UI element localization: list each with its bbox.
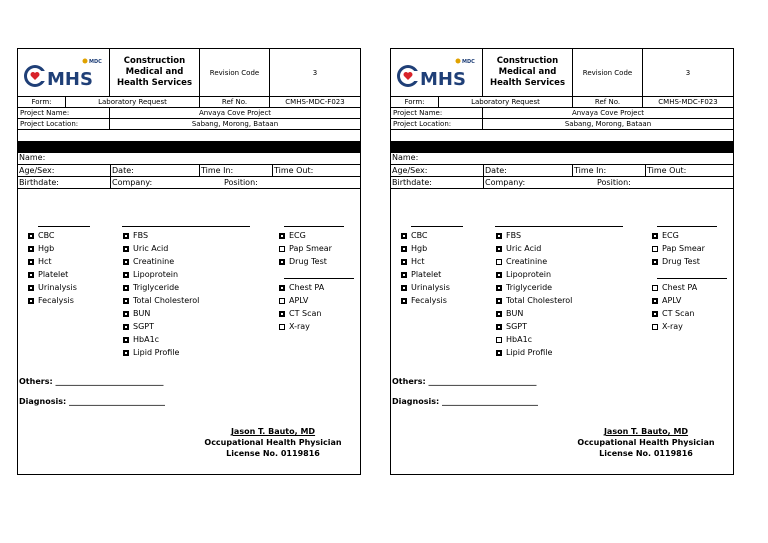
checkbox-icon[interactable] [28, 246, 34, 252]
ref-label: Ref No. [200, 97, 270, 107]
checkbox-icon[interactable] [123, 272, 129, 278]
form-value: Laboratory Request [439, 97, 573, 107]
checkbox-icon[interactable] [28, 233, 34, 239]
checkbox-icon[interactable] [652, 311, 658, 317]
revision-value: 3 [312, 68, 318, 77]
age-sex-label: Age/Sex: [19, 166, 55, 175]
project-name-label: Project Name: [18, 108, 110, 118]
test-checkbox[interactable] [123, 309, 150, 319]
test-checkbox[interactable] [652, 283, 697, 293]
divider [391, 164, 733, 165]
test-checkbox[interactable] [123, 257, 174, 267]
checkbox-icon[interactable] [28, 285, 34, 291]
test-label: APLV [662, 296, 682, 305]
checkbox-icon[interactable] [28, 298, 34, 304]
form-header [18, 49, 360, 97]
test-checkbox[interactable] [279, 296, 308, 306]
test-label: Lipid Profile [506, 348, 553, 357]
test-label: CT Scan [662, 309, 695, 318]
checkbox-icon[interactable] [28, 272, 34, 278]
checkbox-icon[interactable] [401, 298, 407, 304]
column-line [657, 278, 727, 279]
form-label: Form: [18, 97, 66, 107]
time-in-label: Time In: [574, 166, 607, 175]
others-field[interactable]: Others: ___________________________ [392, 377, 537, 386]
form-row [18, 97, 360, 108]
test-label: Hct [38, 257, 52, 266]
divider [272, 164, 273, 176]
column-line [657, 226, 717, 227]
project-location-value: Sabang, Morong, Bataan [191, 120, 279, 128]
test-label: Total Cholesterol [506, 296, 573, 305]
company-title: Construction Medical and Health Services [483, 49, 573, 96]
physician-name: Jason T. Bauto, MD [603, 427, 689, 436]
column-line [284, 278, 354, 279]
company-title: Construction Medical and Health Services [110, 49, 200, 96]
test-checkbox[interactable] [496, 283, 552, 293]
test-label: Drug Test [289, 257, 327, 266]
age-sex-label: Age/Sex: [392, 166, 428, 175]
test-checkbox[interactable] [496, 335, 532, 345]
test-checkbox[interactable] [28, 257, 52, 267]
test-label: Urinalysis [38, 283, 77, 292]
test-label: BUN [133, 309, 151, 318]
checkbox-icon[interactable] [279, 324, 285, 330]
column-line [495, 226, 623, 227]
checkbox-icon[interactable] [123, 311, 129, 317]
test-label: CBC [411, 231, 428, 240]
test-checkbox[interactable] [123, 322, 154, 332]
test-checkbox[interactable] [28, 296, 74, 306]
divider [18, 188, 360, 189]
project-name-row [18, 108, 360, 119]
checkbox-icon[interactable] [123, 337, 129, 343]
test-checkbox[interactable] [496, 309, 523, 319]
checkbox-icon[interactable] [496, 246, 502, 252]
test-checkbox[interactable] [279, 309, 321, 319]
date-label: Date: [485, 166, 507, 175]
checkbox-icon[interactable] [496, 298, 502, 304]
test-checkbox[interactable] [401, 283, 450, 293]
test-label: Chest PA [662, 283, 698, 292]
ref-value: CMHS-MDC-F023 [658, 98, 718, 106]
checkbox-icon[interactable] [123, 350, 129, 356]
test-label: Lipoprotein [133, 270, 179, 279]
test-checkbox[interactable] [123, 231, 148, 241]
test-checkbox[interactable] [652, 296, 681, 306]
test-checkbox[interactable] [401, 270, 441, 280]
company-label: Company: [112, 178, 153, 187]
checkbox-icon[interactable] [279, 285, 285, 291]
time-out-label: Time Out: [274, 166, 314, 175]
project-name-value: Anvaya Cove Project [571, 109, 645, 117]
form-label: Form: [391, 97, 439, 107]
test-checkbox[interactable] [401, 257, 425, 267]
diagnosis-field[interactable]: Diagnosis: ________________________ [19, 397, 165, 406]
test-label: ECG [662, 231, 679, 240]
form-row [391, 97, 733, 108]
checkbox-icon[interactable] [401, 285, 407, 291]
diagnosis-field[interactable]: Diagnosis: ________________________ [392, 397, 538, 406]
ref-value: CMHS-MDC-F023 [285, 98, 345, 106]
divider [18, 176, 360, 177]
checkbox-icon[interactable] [496, 311, 502, 317]
checkbox-icon[interactable] [279, 246, 285, 252]
test-checkbox[interactable] [496, 322, 527, 332]
test-checkbox[interactable] [123, 283, 179, 293]
test-label: Hct [411, 257, 425, 266]
test-label: Lipid Profile [133, 348, 180, 357]
project-location-row [391, 119, 733, 130]
test-checkbox[interactable] [28, 270, 68, 280]
checkbox-icon[interactable] [496, 285, 502, 291]
checkbox-icon[interactable] [401, 272, 407, 278]
checkbox-icon[interactable] [123, 259, 129, 265]
column-line [38, 226, 90, 227]
checkbox-icon[interactable] [279, 233, 285, 239]
test-label: CBC [38, 231, 55, 240]
test-label: Triglyceride [506, 283, 553, 292]
divider [645, 164, 646, 176]
divider-bar [18, 141, 360, 153]
checkbox-icon[interactable] [496, 350, 502, 356]
physician-title: Occupational Health Physician [577, 438, 715, 447]
test-label: Pap Smear [289, 244, 332, 253]
company-label: Company: [485, 178, 526, 187]
test-label: Hgb [411, 244, 428, 253]
checkbox-icon[interactable] [279, 259, 285, 265]
divider [18, 164, 360, 165]
mhs-logo-icon [21, 55, 107, 91]
test-checkbox[interactable] [652, 244, 705, 254]
checkbox-icon[interactable] [123, 285, 129, 291]
test-checkbox[interactable] [123, 335, 159, 345]
divider [110, 176, 111, 188]
checkbox-icon[interactable] [279, 311, 285, 317]
revision-label: Revision Code [573, 49, 643, 96]
test-label: Platelet [411, 270, 442, 279]
column-line [284, 226, 344, 227]
test-label: HbA1c [506, 335, 533, 344]
project-location-label: Project Location: [18, 119, 110, 129]
test-label: FBS [133, 231, 149, 240]
license-number: License No. 0119816 [226, 449, 320, 458]
date-label: Date: [112, 166, 134, 175]
test-label: X-ray [289, 322, 310, 331]
logo-cell [18, 49, 110, 96]
test-label: Fecalysis [38, 296, 74, 305]
checkbox-icon[interactable] [652, 233, 658, 239]
checkbox-icon[interactable] [652, 324, 658, 330]
checkbox-icon[interactable] [123, 246, 129, 252]
checkbox-icon[interactable] [401, 233, 407, 239]
time-out-label: Time Out: [647, 166, 687, 175]
test-label: Uric Acid [133, 244, 169, 253]
test-label: SGPT [133, 322, 154, 331]
signature-block [188, 426, 358, 459]
divider [391, 176, 733, 177]
position-label: Position: [597, 178, 631, 187]
form-value: Laboratory Request [66, 97, 200, 107]
column-line [411, 226, 463, 227]
revision-label: Revision Code [200, 49, 270, 96]
birthdate-label: Birthdate: [19, 178, 59, 187]
mhs-logo-icon [394, 55, 480, 91]
position-label: Position: [224, 178, 258, 187]
svg-text:MDC: MDC [88, 58, 102, 65]
name-label: Name: [19, 153, 46, 162]
test-checkbox[interactable] [496, 270, 551, 280]
project-name-value: Anvaya Cove Project [198, 109, 272, 117]
divider [572, 164, 573, 176]
lab-request-form [390, 48, 734, 475]
test-label: CT Scan [289, 309, 322, 318]
logo-cell [391, 49, 483, 96]
revision-value: 3 [685, 68, 691, 77]
divider [391, 188, 733, 189]
checkbox-icon[interactable] [496, 233, 502, 239]
checkbox-icon[interactable] [496, 324, 502, 330]
test-checkbox[interactable] [496, 244, 541, 254]
test-checkbox[interactable] [401, 244, 427, 254]
test-checkbox[interactable] [401, 231, 428, 241]
lab-request-form [17, 48, 361, 475]
svg-text:MDC: MDC [461, 58, 475, 65]
test-checkbox[interactable] [496, 231, 521, 241]
test-checkbox[interactable] [123, 348, 179, 358]
svg-text:MHS: MHS [46, 68, 93, 90]
test-label: Lipoprotein [506, 270, 552, 279]
svg-text:MHS: MHS [419, 68, 466, 90]
project-location-value: Sabang, Morong, Bataan [564, 120, 652, 128]
others-field[interactable]: Others: ___________________________ [19, 377, 164, 386]
test-checkbox[interactable] [401, 296, 447, 306]
checkbox-icon[interactable] [652, 298, 658, 304]
test-label: Chest PA [289, 283, 325, 292]
test-label: Hgb [38, 244, 55, 253]
form-header [391, 49, 733, 97]
checkbox-icon[interactable] [496, 259, 502, 265]
divider-bar [391, 141, 733, 153]
time-in-label: Time In: [201, 166, 234, 175]
test-label: BUN [506, 309, 524, 318]
test-checkbox[interactable] [652, 231, 679, 241]
test-label: Uric Acid [506, 244, 542, 253]
test-checkbox[interactable] [123, 270, 178, 280]
test-checkbox[interactable] [496, 296, 572, 306]
test-label: ECG [289, 231, 306, 240]
checkbox-icon[interactable] [652, 259, 658, 265]
ref-label: Ref No. [573, 97, 643, 107]
test-label: X-ray [662, 322, 683, 331]
test-label: Creatinine [506, 257, 548, 266]
test-label: Fecalysis [411, 296, 447, 305]
test-checkbox[interactable] [496, 348, 552, 358]
project-location-row [18, 119, 360, 130]
test-checkbox[interactable] [279, 244, 332, 254]
test-checkbox[interactable] [652, 322, 683, 332]
signature-block [561, 426, 731, 459]
checkbox-icon[interactable] [401, 259, 407, 265]
divider [483, 176, 484, 188]
test-label: Pap Smear [662, 244, 705, 253]
test-checkbox[interactable] [279, 257, 327, 267]
test-checkbox[interactable] [28, 231, 55, 241]
test-label: SGPT [506, 322, 527, 331]
physician-name: Jason T. Bauto, MD [230, 427, 316, 436]
test-label: Triglyceride [133, 283, 180, 292]
divider [483, 164, 484, 176]
test-label: Platelet [38, 270, 69, 279]
test-checkbox[interactable] [652, 257, 700, 267]
checkbox-icon[interactable] [279, 298, 285, 304]
checkbox-icon[interactable] [401, 246, 407, 252]
test-checkbox[interactable] [123, 296, 199, 306]
test-checkbox[interactable] [279, 231, 306, 241]
project-location-label: Project Location: [391, 119, 483, 129]
test-checkbox[interactable] [279, 322, 310, 332]
checkbox-icon[interactable] [123, 298, 129, 304]
checkbox-icon[interactable] [123, 324, 129, 330]
test-label: Drug Test [662, 257, 700, 266]
test-checkbox[interactable] [652, 309, 694, 319]
test-checkbox[interactable] [123, 244, 168, 254]
checkbox-icon[interactable] [652, 285, 658, 291]
divider [110, 164, 111, 176]
test-checkbox[interactable] [279, 283, 324, 293]
test-label: Total Cholesterol [133, 296, 200, 305]
checkbox-icon[interactable] [123, 233, 129, 239]
test-checkbox[interactable] [496, 257, 547, 267]
license-number: License No. 0119816 [599, 449, 693, 458]
checkbox-icon[interactable] [496, 337, 502, 343]
checkbox-icon[interactable] [652, 246, 658, 252]
physician-title: Occupational Health Physician [204, 438, 342, 447]
test-checkbox[interactable] [28, 244, 54, 254]
divider [199, 164, 200, 176]
test-checkbox[interactable] [28, 283, 77, 293]
test-label: Creatinine [133, 257, 175, 266]
column-line [122, 226, 250, 227]
checkbox-icon[interactable] [496, 272, 502, 278]
birthdate-label: Birthdate: [392, 178, 432, 187]
name-label: Name: [392, 153, 419, 162]
checkbox-icon[interactable] [28, 259, 34, 265]
test-label: Urinalysis [411, 283, 450, 292]
project-name-row [391, 108, 733, 119]
test-label: HbA1c [133, 335, 160, 344]
test-label: APLV [289, 296, 309, 305]
project-name-label: Project Name: [391, 108, 483, 118]
test-label: FBS [506, 231, 522, 240]
